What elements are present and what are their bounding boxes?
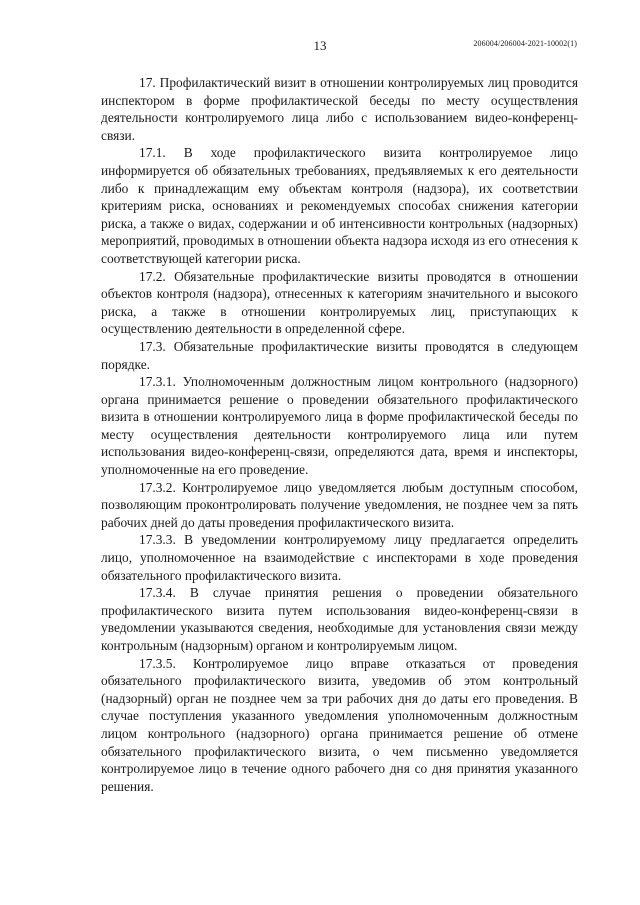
paragraph-17-2: 17.2. Обязательные профилактические визиты проводятся в отношении объектов контроля (надзора), отнесенных к категориям значительного и высокого риска, а также в отношении контролируемых лиц, приступающих к осуществлению деятельности в определенной сфере.	[101, 268, 578, 337]
paragraph-17-3: 17.3. Обязательные профилактические визиты проводятся в следующем порядке.	[101, 338, 578, 372]
paragraph-17-3-4: 17.3.4. В случае принятия решения о проведении обязательного профилактического визита путем использования видео-конференц-связи в уведомлении указываются сведения, необходимые для установления связи между контрольным (надзорным) органом и контролируемым лицом.	[101, 585, 578, 653]
paragraph-17-3-5: 17.3.5. Контролируемое лицо вправе отказаться от проведения обязательного профилактического визита, уведомив об этом контрольный (надзорный) орган не позднее чем за три рабочих дня до даты его проведения. В случае поступления указанного уведомления уполномоченным должностным лицом контрольного (надзорного) органа принимается решение об отмене обязательного профилактического визита, о чем письменно уведомляется контролируемое лицо в течение одного рабочего дня со дня принятия указанного решения.	[101, 655, 578, 794]
paragraph-17-1: 17.1. В ходе профилактического визита контролируемое лицо информируется об обязательных требованиях, предъявляемых к его деятельности либо к принадлежащим ему объектам контроля (надзора), их соответствии критериям риска, основаниях и рекомендуемых способах снижения категории риска, а также о видах, содержании и об интенсивности контрольных (надзорных) мероприятий, проводимых в отношении объекта надзора исходя из его отнесения к соответствующей категории риска.	[101, 145, 578, 266]
paragraph-17-3-1: 17.3.1. Уполномоченным должностным лицом контрольного (надзорного) органа принимается решение о проведении обязательного профилактического визита в отношении контролируемого лица в форме профилактической беседы по месту осуществления деятельности контролируемого лица или путем использования видео-конференц-связи, определяются дата, время и инспекторы, уполномоченные на его проведение.	[101, 374, 578, 478]
paragraph-17-3-3: 17.3.3. В уведомлении контролируемому лицу предлагается определить лицо, уполномоченное на взаимодействие с инспекторами в ходе проведения обязательного профилактического визита.	[101, 532, 578, 583]
paragraph-17: 17. Профилактический визит в отношении контролируемых лиц проводится инспектором в форме профилактической беседы по месту осуществления деятельности контролируемого лица либо с использованием видео-конференц-связи.	[101, 75, 578, 143]
page-number: 13	[313, 38, 327, 53]
document-body	[101, 74, 578, 795]
document-id: 206004/206004-2021-10002(1)	[473, 39, 577, 48]
paragraph-17-3-2: 17.3.2. Контролируемое лицо уведомляется любым доступным способом, позволяющим проконтролировать получение уведомления, не позднее чем за пять рабочих дней до даты проведения профилактического визита.	[101, 479, 578, 530]
